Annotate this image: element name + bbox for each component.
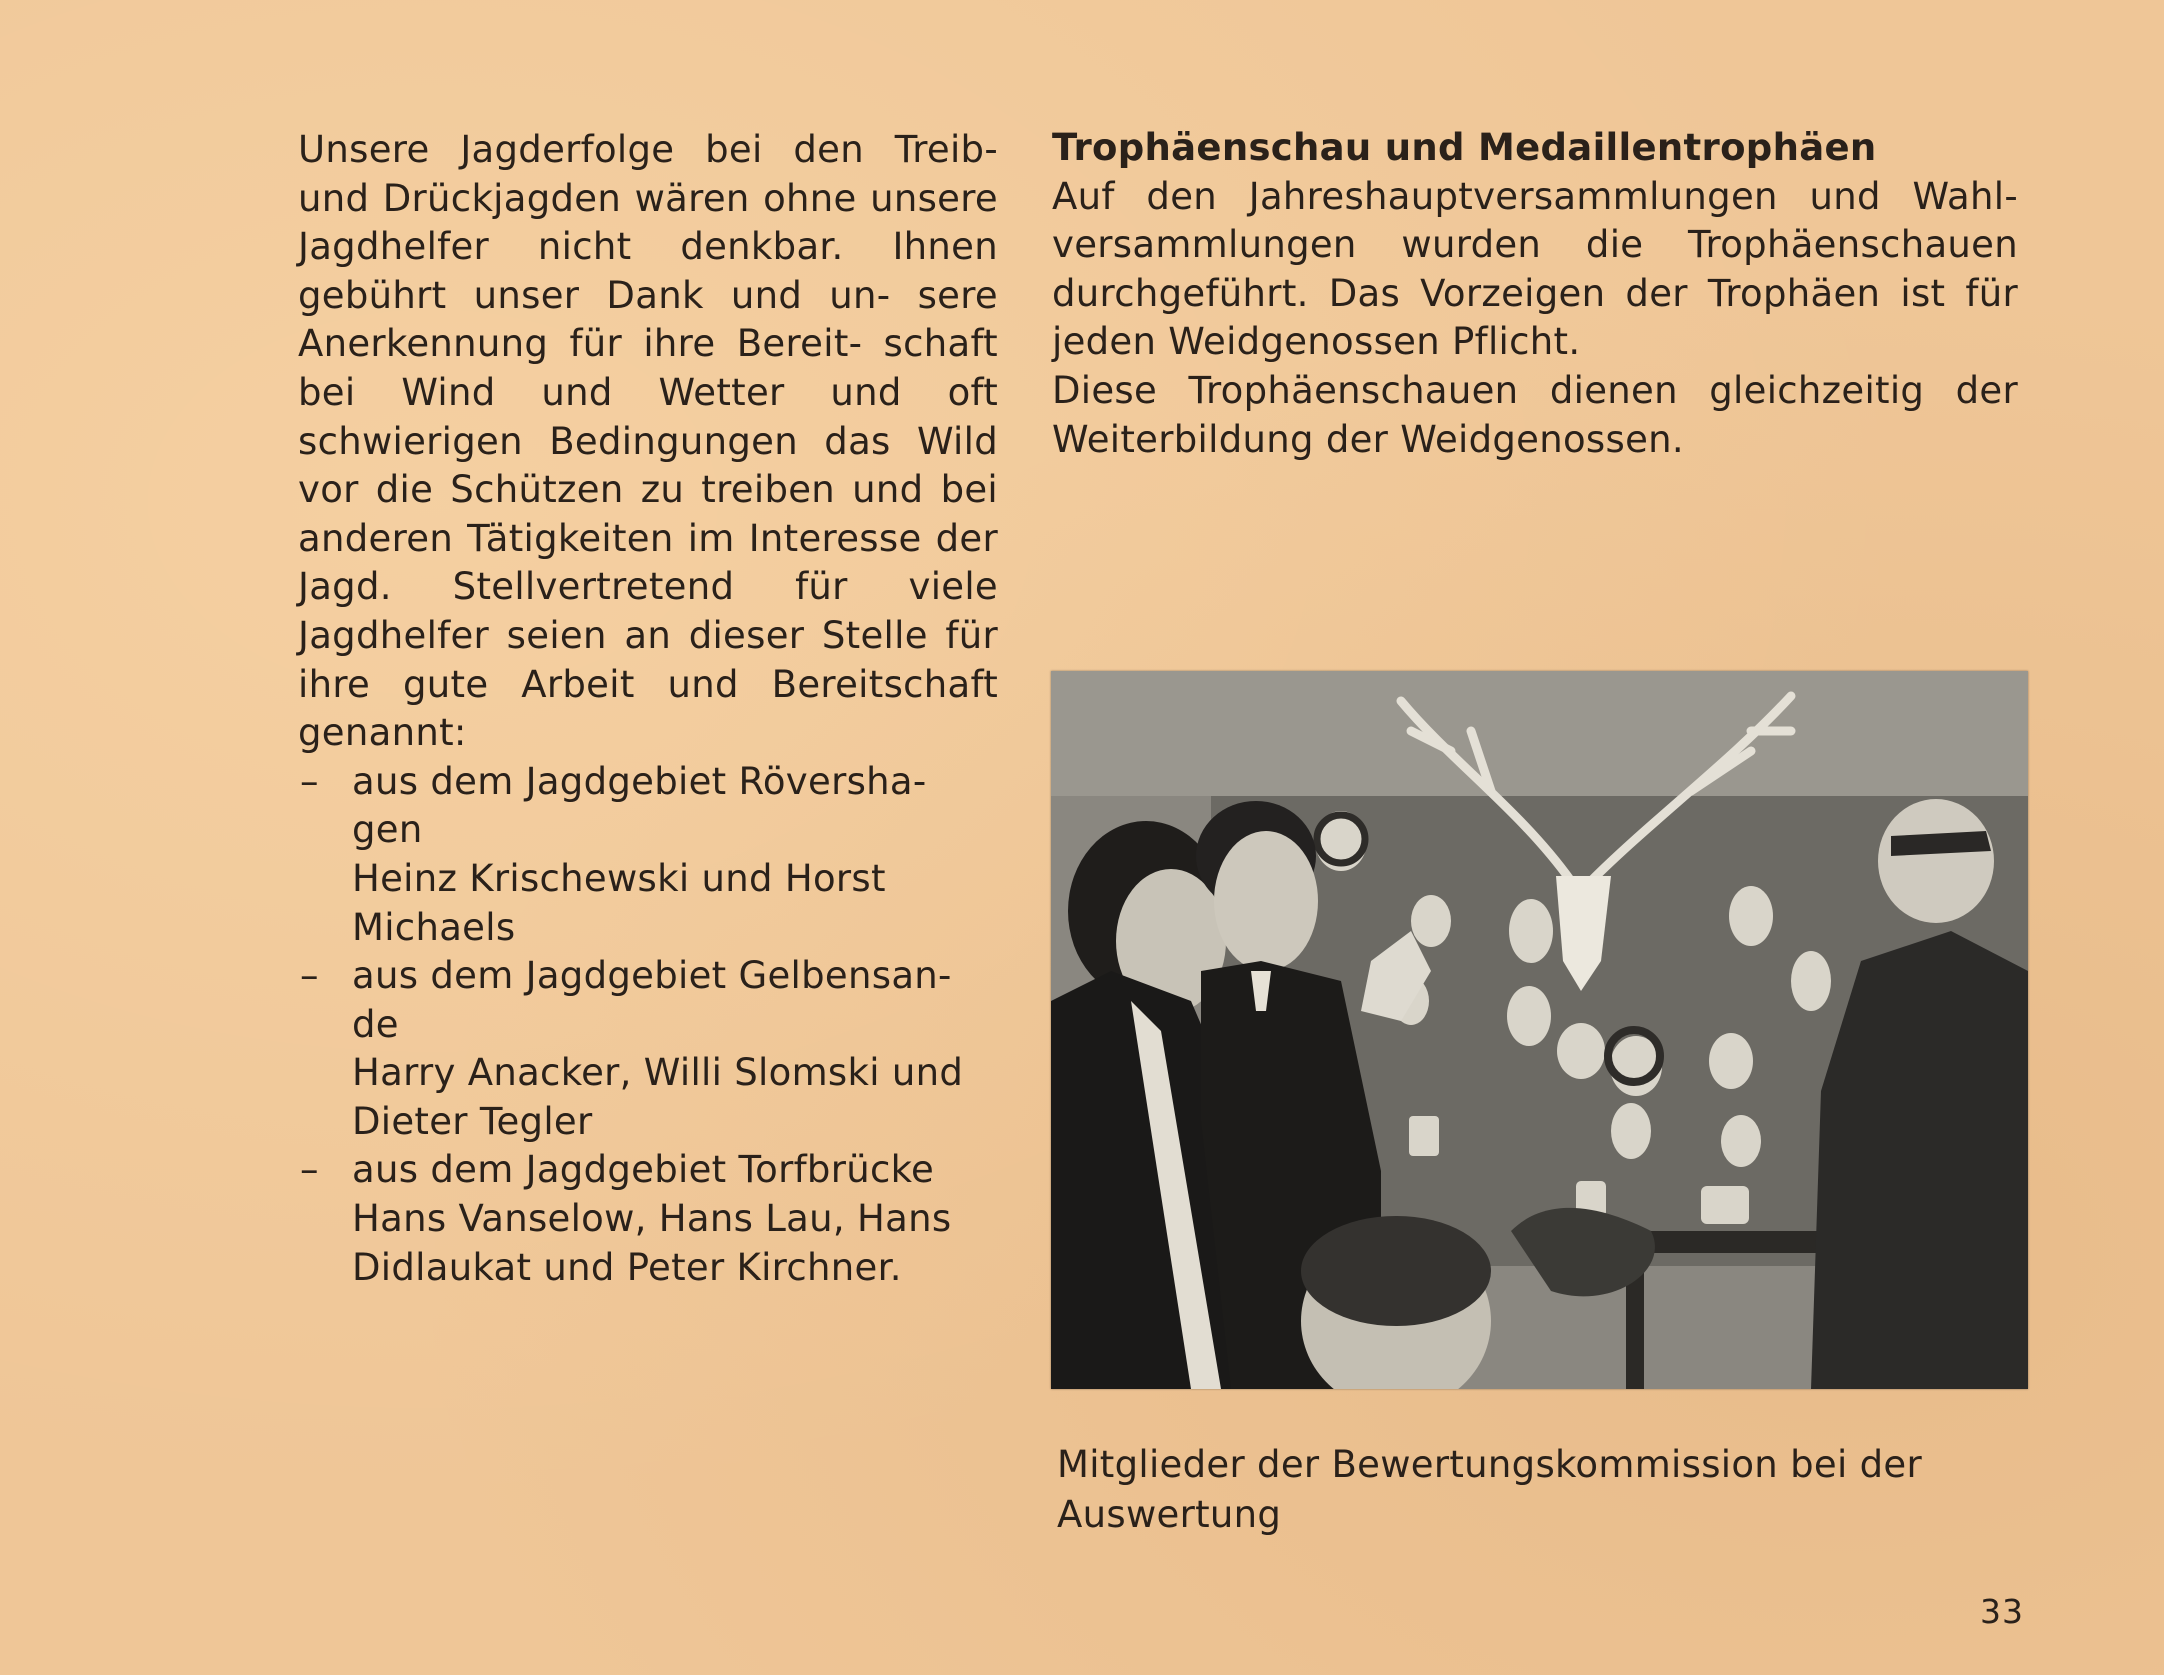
list-item [298,758,998,952]
right-column [1052,124,2018,464]
photo-icon [1051,671,2028,1389]
photo-scene [1051,671,2028,1389]
section-heading: Trophäenschau und Medaillentrophäen [1052,126,1877,169]
dash-marker: – [300,1148,319,1192]
helper-names: Hans Vanselow, Hans Lau, Hans Didlaukat und Peter Kirchner. [352,1197,952,1289]
intro-paragraph: Unsere Jagderfolge bei den Treib- und Drückjagden wären ohne unsere Jagdhelfer nicht denkbar. Ihnen gebührt unser Dank und un- sere Anerkennung für ihre Bereit- schaft bei Wind und Wetter und oft schwierigen Bedingungen das Wild vor die Schützen zu treiben und bei anderen Tätigkeiten im Interesse der Jagd. Stellvertretend für viele Jagdhelfer seien an dieser Stelle für ihre gute Arbeit und Bereitschaft genannt: [298,128,998,755]
photo-caption: Mitglieder der Bewertungskommission bei der Auswertung [1057,1443,1922,1536]
hunting-area: aus dem Jagdgebiet Röversha- gen [352,759,927,852]
helper-names: Heinz Krischewski und Horst Michaels [352,856,886,949]
hunting-area: aus dem Jagdgebiet Gelbensan- de [352,954,952,1046]
dash-marker: – [300,954,319,998]
section-paragraph-2: Diese Trophäenschauen dienen gleichzeitig der Weiterbildung der Weidgenossen. [1052,368,2018,461]
list-item [298,1146,998,1292]
dash-marker: – [300,759,319,803]
hunting-area: aus dem Jagdgebiet Torfbrücke [352,1148,935,1192]
helper-list [298,758,998,1293]
left-column [298,126,998,1292]
page-number: 33 [1980,1592,2024,1631]
helper-names: Harry Anacker, Willi Slomski und Dieter Tegler [352,1051,964,1143]
list-item [298,952,998,1146]
section-paragraph-1: Auf den Jahreshauptversammlungen und Wahl- versammlungen wurden die Trophäenschauen durchgeführt. Das Vorzeigen der Trophäen ist für jeden Weidgenossen Pflicht. [1052,174,2018,364]
